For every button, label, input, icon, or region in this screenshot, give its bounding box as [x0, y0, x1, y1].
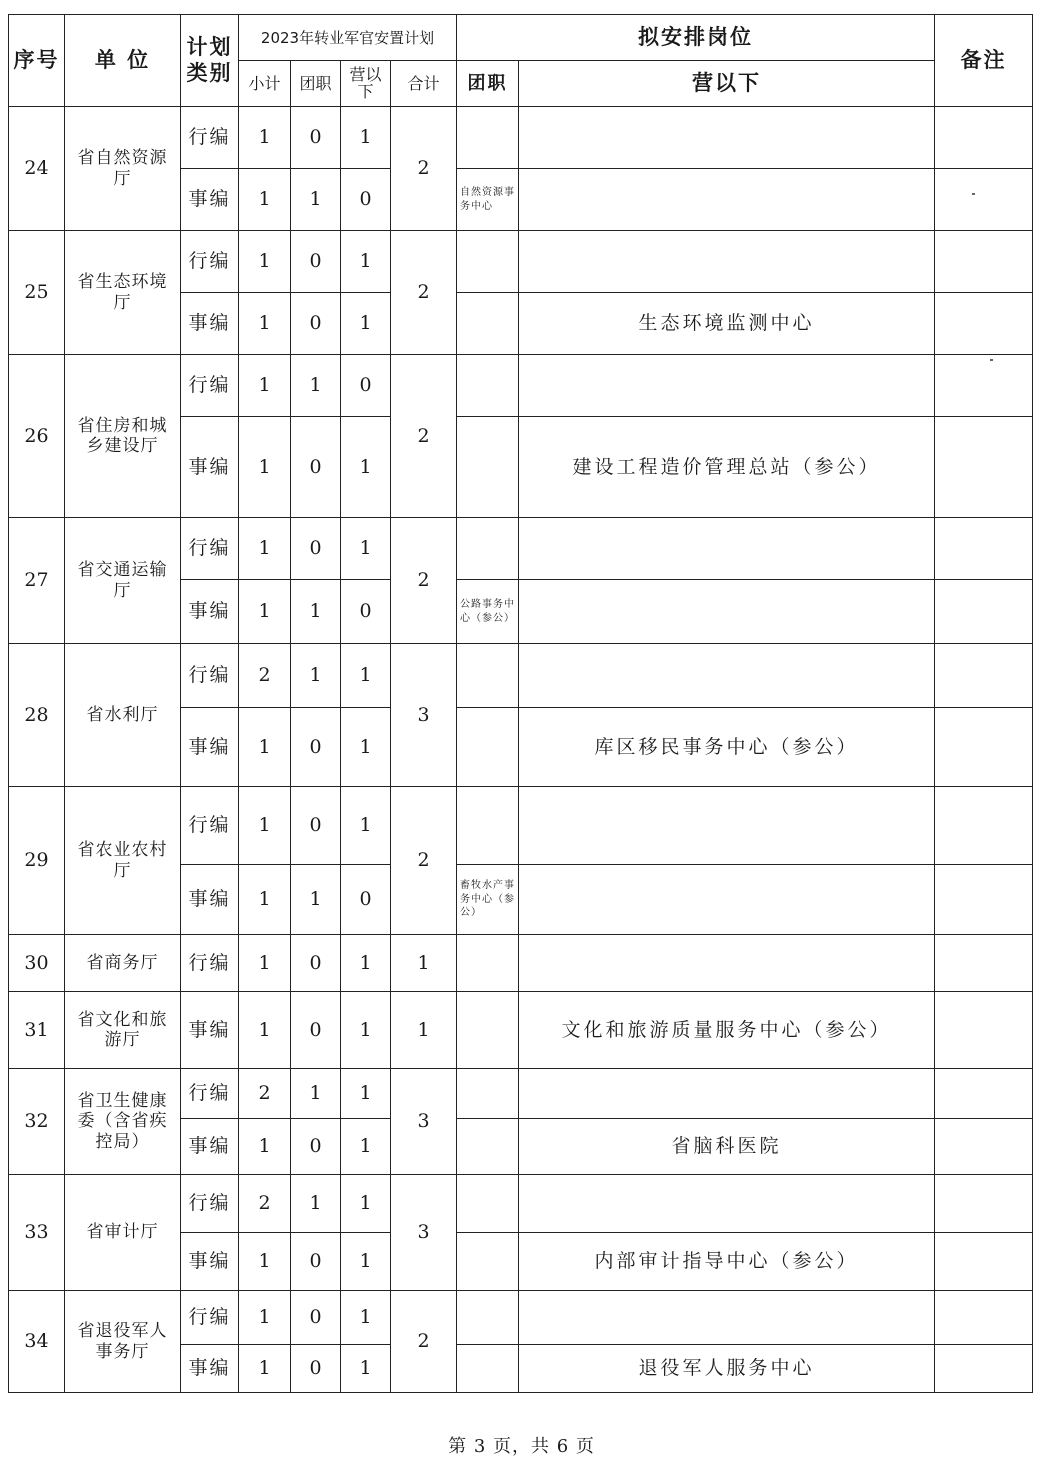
- row-regiment: 1: [291, 644, 341, 708]
- table-row: [9, 1175, 1033, 1233]
- row-seq: 30: [9, 935, 65, 992]
- header-remarks: 备注: [935, 15, 1033, 107]
- row-subtotal: 1: [239, 417, 291, 518]
- row-plan-type: 事编: [181, 992, 239, 1069]
- row-unit: 省生态环境厅: [65, 231, 181, 355]
- row-plan-type: 事编: [181, 580, 239, 644]
- row-total: 2: [391, 231, 457, 355]
- row-pos-battalion: 文化和旅游质量服务中心（参公）: [519, 992, 935, 1069]
- row-regiment: 0: [291, 518, 341, 580]
- row-unit: 省文化和旅游厅: [65, 992, 181, 1069]
- row-regiment: 1: [291, 355, 341, 417]
- row-remarks: [935, 107, 1033, 169]
- row-remarks: [935, 355, 1033, 417]
- row-remarks: [935, 1069, 1033, 1119]
- row-plan-type: 事编: [181, 293, 239, 355]
- row-seq: 32: [9, 1069, 65, 1175]
- row-regiment: 0: [291, 708, 341, 787]
- row-pos-battalion: [519, 169, 935, 231]
- row-subtotal: 1: [239, 1345, 291, 1393]
- row-subtotal: 2: [239, 644, 291, 708]
- row-plan-type: 行编: [181, 644, 239, 708]
- row-pos-regiment: [457, 992, 519, 1069]
- row-pos-regiment: 畜牧水产事务中心（参公）: [457, 865, 519, 935]
- row-unit: 省商务厅: [65, 935, 181, 992]
- row-seq: 31: [9, 992, 65, 1069]
- row-regiment: 0: [291, 1345, 341, 1393]
- row-plan-type: 行编: [181, 787, 239, 865]
- row-subtotal: 1: [239, 518, 291, 580]
- row-battalion: 1: [341, 1291, 391, 1345]
- row-pos-battalion: 生态环境监测中心: [519, 293, 935, 355]
- row-regiment: 0: [291, 1291, 341, 1345]
- header-positions-title: 拟安排岗位: [457, 15, 935, 61]
- row-plan-type: 行编: [181, 1291, 239, 1345]
- row-battalion: 0: [341, 580, 391, 644]
- row-remarks: [935, 1233, 1033, 1291]
- row-remarks: [935, 935, 1033, 992]
- row-seq: 28: [9, 644, 65, 787]
- row-pos-battalion: [519, 355, 935, 417]
- row-plan-type: 事编: [181, 417, 239, 518]
- row-seq: 25: [9, 231, 65, 355]
- row-plan-type: 事编: [181, 1233, 239, 1291]
- row-subtotal: 2: [239, 1175, 291, 1233]
- row-plan-type: 行编: [181, 355, 239, 417]
- row-seq: 27: [9, 518, 65, 644]
- row-regiment: 1: [291, 580, 341, 644]
- row-subtotal: 1: [239, 169, 291, 231]
- row-pos-battalion: 库区移民事务中心（参公）: [519, 708, 935, 787]
- row-total: 2: [391, 787, 457, 935]
- table-row: [9, 787, 1033, 865]
- row-pos-battalion: [519, 1069, 935, 1119]
- row-total: 2: [391, 107, 457, 231]
- row-pos-battalion: [519, 580, 935, 644]
- row-pos-regiment: [457, 1175, 519, 1233]
- row-battalion: 1: [341, 1175, 391, 1233]
- row-unit: 省卫生健康委（含省疾控局）: [65, 1069, 181, 1175]
- row-regiment: 0: [291, 417, 341, 518]
- row-battalion: 1: [341, 293, 391, 355]
- row-pos-regiment: [457, 1345, 519, 1393]
- header-unit: 单 位: [65, 15, 181, 107]
- row-pos-battalion: [519, 1175, 935, 1233]
- row-subtotal: 1: [239, 865, 291, 935]
- row-pos-regiment: [457, 1233, 519, 1291]
- table-row: [9, 231, 1033, 293]
- row-regiment: 0: [291, 1233, 341, 1291]
- row-total: 1: [391, 992, 457, 1069]
- header-pos-regiment: 团职: [457, 61, 519, 107]
- row-plan-type: 行编: [181, 1175, 239, 1233]
- row-pos-battalion: 建设工程造价管理总站（参公）: [519, 417, 935, 518]
- row-pos-battalion: [519, 231, 935, 293]
- row-battalion: 1: [341, 644, 391, 708]
- row-battalion: 1: [341, 417, 391, 518]
- header-regiment: 团职: [291, 61, 341, 107]
- row-plan-type: 行编: [181, 231, 239, 293]
- row-seq: 34: [9, 1291, 65, 1393]
- row-unit: 省退役军人事务厅: [65, 1291, 181, 1393]
- header-pos-battalion: 营以下: [519, 61, 935, 107]
- row-subtotal: 2: [239, 1069, 291, 1119]
- table-row: [9, 355, 1033, 417]
- row-pos-regiment: [457, 787, 519, 865]
- row-battalion: 1: [341, 1233, 391, 1291]
- row-subtotal: 1: [239, 787, 291, 865]
- page-footer: 第 3 页，共 6 页: [448, 1436, 595, 1457]
- row-regiment: 0: [291, 107, 341, 169]
- row-remarks: [935, 708, 1033, 787]
- row-remarks: [935, 865, 1033, 935]
- row-remarks: [935, 293, 1033, 355]
- row-unit: 省农业农村厅: [65, 787, 181, 935]
- row-remarks: [935, 231, 1033, 293]
- row-pos-battalion: [519, 107, 935, 169]
- row-pos-regiment: [457, 935, 519, 992]
- row-remarks: [935, 787, 1033, 865]
- row-regiment: 0: [291, 1119, 341, 1175]
- row-regiment: 1: [291, 865, 341, 935]
- row-battalion: 0: [341, 355, 391, 417]
- row-battalion: 1: [341, 1119, 391, 1175]
- row-seq: 26: [9, 355, 65, 518]
- row-total: 3: [391, 1175, 457, 1291]
- row-seq: 33: [9, 1175, 65, 1291]
- row-pos-battalion: [519, 1291, 935, 1345]
- row-pos-regiment: [457, 1291, 519, 1345]
- row-total: 2: [391, 518, 457, 644]
- header-total: 合计: [391, 61, 457, 107]
- row-subtotal: 1: [239, 935, 291, 992]
- row-seq: 24: [9, 107, 65, 231]
- row-pos-regiment: [457, 1069, 519, 1119]
- row-total: 1: [391, 935, 457, 992]
- scan-speck: [990, 359, 993, 361]
- row-battalion: 1: [341, 787, 391, 865]
- row-regiment: 0: [291, 935, 341, 992]
- row-regiment: 0: [291, 231, 341, 293]
- row-remarks: [935, 1345, 1033, 1393]
- row-seq: 29: [9, 787, 65, 935]
- row-pos-regiment: [457, 417, 519, 518]
- header-battalion: 营以 下: [341, 61, 391, 107]
- row-remarks: [935, 580, 1033, 644]
- row-regiment: 1: [291, 1175, 341, 1233]
- row-plan-type: 行编: [181, 518, 239, 580]
- row-pos-regiment: [457, 1119, 519, 1175]
- row-battalion: 1: [341, 1345, 391, 1393]
- row-unit: 省自然资源厅: [65, 107, 181, 231]
- row-pos-regiment: [457, 293, 519, 355]
- row-plan-type: 事编: [181, 1119, 239, 1175]
- row-unit: 省审计厅: [65, 1175, 181, 1291]
- scan-speck: [972, 193, 975, 195]
- row-plan-type: 行编: [181, 935, 239, 992]
- row-pos-battalion: [519, 518, 935, 580]
- row-battalion: 1: [341, 1069, 391, 1119]
- row-regiment: 0: [291, 787, 341, 865]
- table-row: [9, 107, 1033, 169]
- row-plan-type: 行编: [181, 107, 239, 169]
- row-battalion: 1: [341, 518, 391, 580]
- table-body: [9, 107, 1033, 1393]
- row-unit: 省住房和城乡建设厅: [65, 355, 181, 518]
- row-battalion: 1: [341, 231, 391, 293]
- row-remarks: [935, 992, 1033, 1069]
- header-plan-type: 计划 类别: [181, 15, 239, 107]
- header-subtotal: 小计: [239, 61, 291, 107]
- row-pos-battalion: [519, 865, 935, 935]
- row-battalion: 1: [341, 107, 391, 169]
- row-pos-battalion: [519, 935, 935, 992]
- row-total: 2: [391, 1291, 457, 1393]
- row-pos-regiment: 公路事务中心（参公）: [457, 580, 519, 644]
- row-remarks: [935, 1175, 1033, 1233]
- row-pos-regiment: [457, 231, 519, 293]
- row-pos-regiment: [457, 644, 519, 708]
- table-row: [9, 1069, 1033, 1119]
- row-subtotal: 1: [239, 107, 291, 169]
- row-subtotal: 1: [239, 580, 291, 644]
- row-subtotal: 1: [239, 992, 291, 1069]
- row-regiment: 0: [291, 293, 341, 355]
- table-row: [9, 935, 1033, 992]
- table-row: [9, 518, 1033, 580]
- row-plan-type: 行编: [181, 1069, 239, 1119]
- table-row: [9, 1291, 1033, 1345]
- row-regiment: 0: [291, 992, 341, 1069]
- row-plan-type: 事编: [181, 1345, 239, 1393]
- placement-plan-table: [8, 14, 1033, 1393]
- row-pos-regiment: [457, 518, 519, 580]
- header-plan-title: 2023年转业军官安置计划: [239, 15, 457, 61]
- row-unit: 省水利厅: [65, 644, 181, 787]
- row-regiment: 1: [291, 1069, 341, 1119]
- row-pos-battalion: 省脑科医院: [519, 1119, 935, 1175]
- row-pos-regiment: [457, 355, 519, 417]
- row-subtotal: 1: [239, 708, 291, 787]
- row-battalion: 0: [341, 865, 391, 935]
- header-seq: 序号: [9, 15, 65, 107]
- row-plan-type: 事编: [181, 169, 239, 231]
- row-plan-type: 事编: [181, 708, 239, 787]
- row-subtotal: 1: [239, 293, 291, 355]
- row-total: 2: [391, 355, 457, 518]
- row-pos-regiment: [457, 708, 519, 787]
- row-subtotal: 1: [239, 1233, 291, 1291]
- row-pos-battalion: 内部审计指导中心（参公）: [519, 1233, 935, 1291]
- row-battalion: 0: [341, 169, 391, 231]
- table-row: [9, 644, 1033, 708]
- row-total: 3: [391, 644, 457, 787]
- row-pos-regiment: 自然资源事务中心: [457, 169, 519, 231]
- row-unit: 省交通运输厅: [65, 518, 181, 644]
- row-battalion: 1: [341, 708, 391, 787]
- row-pos-battalion: 退役军人服务中心: [519, 1345, 935, 1393]
- row-pos-regiment: [457, 107, 519, 169]
- row-remarks: [935, 644, 1033, 708]
- row-battalion: 1: [341, 992, 391, 1069]
- row-battalion: 1: [341, 935, 391, 992]
- row-total: 3: [391, 1069, 457, 1175]
- table-header: [9, 15, 1033, 107]
- row-remarks: [935, 1291, 1033, 1345]
- row-subtotal: 1: [239, 231, 291, 293]
- row-remarks: [935, 518, 1033, 580]
- row-pos-battalion: [519, 787, 935, 865]
- row-remarks: [935, 1119, 1033, 1175]
- row-remarks: [935, 417, 1033, 518]
- row-subtotal: 1: [239, 1119, 291, 1175]
- row-remarks: [935, 169, 1033, 231]
- row-subtotal: 1: [239, 1291, 291, 1345]
- row-pos-battalion: [519, 644, 935, 708]
- row-plan-type: 事编: [181, 865, 239, 935]
- row-subtotal: 1: [239, 355, 291, 417]
- row-regiment: 1: [291, 169, 341, 231]
- table-row: [9, 992, 1033, 1069]
